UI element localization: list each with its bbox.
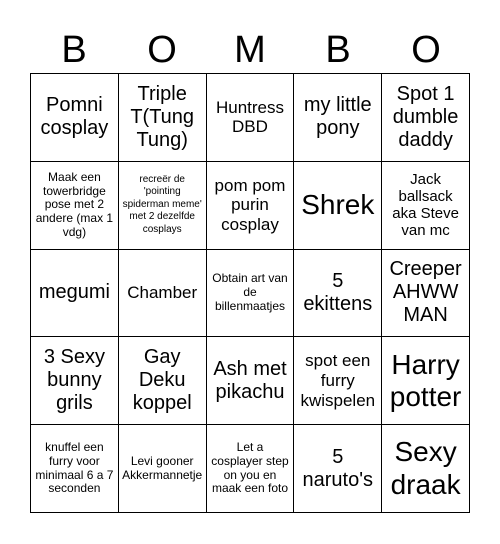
bingo-cell[interactable] [31, 337, 119, 425]
header-letter-5: O [411, 29, 441, 71]
bingo-cell[interactable] [31, 250, 119, 338]
bingo-cell[interactable] [31, 162, 119, 250]
cell-text: Obtain art van de billenmaatjes [212, 271, 288, 313]
bingo-cell[interactable] [207, 425, 295, 513]
bingo-cell[interactable] [382, 250, 470, 338]
cell-text: pom pom purin cosplay [214, 175, 286, 234]
bingo-cell[interactable] [207, 250, 295, 338]
bingo-cell[interactable] [119, 250, 207, 338]
bingo-cell[interactable] [382, 74, 470, 162]
bingo-cell[interactable] [119, 162, 207, 250]
cell-text: Levi gooner Akkermannetje [122, 453, 203, 482]
bingo-header [30, 20, 470, 80]
bingo-cell[interactable] [31, 74, 119, 162]
cell-text: Gay Deku koppel [132, 346, 192, 415]
cell-text: 5 ekittens [303, 269, 373, 315]
header-letter-2: O [147, 29, 177, 71]
cell-text: Chamber [127, 283, 198, 303]
cell-text: knuffel een furry voor minimaal 6 a 7 seconden [35, 440, 114, 496]
cell-text: 3 Sexy bunny grils [43, 346, 105, 415]
cell-text: megumi [38, 281, 110, 304]
bingo-cell[interactable] [119, 337, 207, 425]
header-letter-3: M [234, 29, 266, 71]
bingo-cell[interactable] [31, 425, 119, 513]
cell-text: Triple T(Tung Tung) [130, 82, 195, 151]
bingo-cell[interactable] [294, 74, 382, 162]
cell-text: Sexy draak [390, 436, 461, 500]
header-letter-1: B [61, 29, 87, 71]
bingo-cell[interactable] [294, 425, 382, 513]
header-letter-4: B [325, 29, 351, 71]
bingo-grid [30, 73, 470, 513]
bingo-cell[interactable] [294, 337, 382, 425]
cell-text: Spot 1 dumble daddy [392, 82, 459, 151]
cell-text: recreër de 'pointing spiderman meme' met 2 dezelfde cosplays [122, 173, 202, 235]
cell-text: Harry potter [389, 348, 462, 412]
cell-text: Shrek [301, 189, 375, 221]
cell-text: Ash met pikachu [213, 357, 287, 403]
bingo-cell[interactable] [294, 162, 382, 250]
cell-text: my little pony [303, 94, 372, 140]
cell-text: Creeper AHWW MAN [389, 258, 462, 327]
cell-text: Huntress DBD [215, 97, 284, 137]
cell-text: Jack ballsack aka Steve van mc [392, 170, 459, 240]
cell-text: Pomni cosplay [40, 94, 109, 140]
bingo-cell[interactable] [294, 250, 382, 338]
cell-text: Let a cosplayer step on you en maak een foto [211, 440, 289, 496]
bingo-cell[interactable] [382, 425, 470, 513]
cell-text: 5 naruto's [302, 445, 374, 491]
bingo-cell[interactable] [207, 162, 295, 250]
bingo-cell[interactable] [207, 337, 295, 425]
bingo-cell[interactable] [119, 74, 207, 162]
bingo-cell[interactable] [207, 74, 295, 162]
cell-text: spot een furry kwispelen [300, 351, 376, 410]
cell-text: Maak een towerbridge pose met 2 andere (max 1 vdg) [35, 169, 114, 239]
bingo-cell[interactable] [382, 162, 470, 250]
bingo-cell[interactable] [119, 425, 207, 513]
bingo-cell[interactable] [382, 337, 470, 425]
